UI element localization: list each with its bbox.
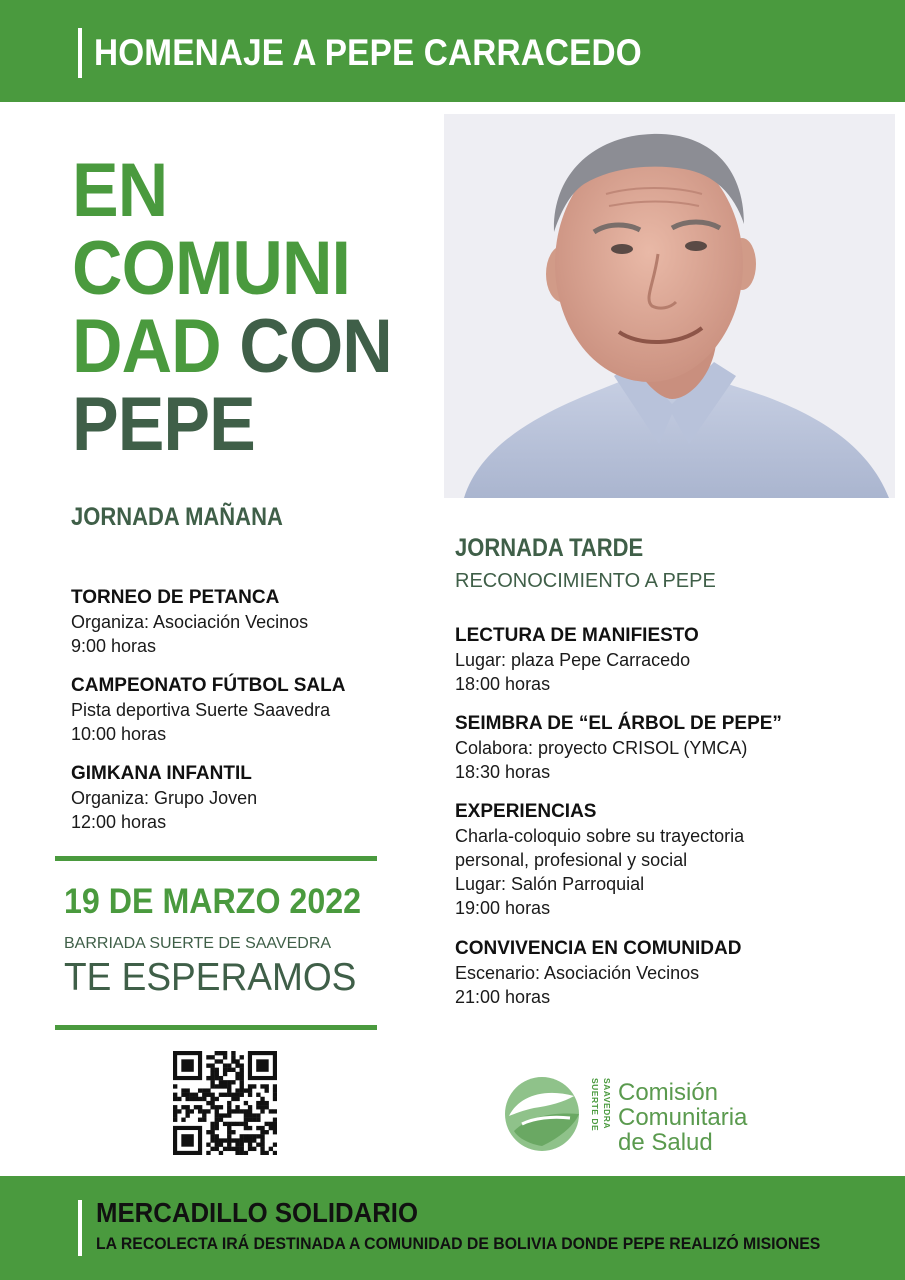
event-title: GIMKANA INFANTIL	[71, 763, 252, 784]
logo-line-3: de Salud	[618, 1129, 713, 1156]
afternoon-event-1	[455, 624, 699, 696]
event-tagline: TE ESPERAMOS	[64, 956, 357, 999]
event-title: CAMPEONATO FÚTBOL SALA	[71, 675, 346, 696]
qr-code-graphic	[173, 1051, 277, 1155]
headline-line-2: COMUNI	[72, 226, 351, 311]
footer-title: MERCADILLO SOLIDARIO	[96, 1197, 418, 1228]
event-time: 12:00 horas	[71, 812, 167, 832]
logo-line-1: Comisión	[618, 1079, 719, 1106]
event-title: EXPERIENCIAS	[455, 801, 597, 822]
organization-logo	[504, 1070, 804, 1160]
afternoon-event-2	[455, 712, 782, 784]
event-detail: personal, profesional y social	[455, 850, 688, 870]
event-title: SEIMBRA DE “EL ÁRBOL DE PEPE”	[455, 713, 782, 734]
headline-line-4: PEPE	[72, 382, 255, 467]
divider-top	[55, 856, 377, 861]
morning-event-3	[71, 762, 257, 834]
footer-divider	[78, 1200, 82, 1256]
header-divider	[78, 28, 82, 78]
event-time: 21:00 horas	[455, 987, 551, 1007]
event-detail: Lugar: plaza Pepe Carracedo	[455, 650, 691, 670]
event-detail: Charla-coloquio sobre su trayectoria	[455, 826, 745, 846]
afternoon-event-3	[455, 800, 744, 920]
logo-name	[618, 1080, 747, 1155]
logo-line-2: Comunitaria	[618, 1104, 748, 1131]
portrait-photo	[444, 114, 895, 498]
portrait-illustration	[444, 114, 895, 498]
headline-word-dad: DAD	[72, 304, 221, 389]
event-title: CONVIVENCIA EN COMUNIDAD	[455, 938, 742, 959]
morning-event-2	[71, 674, 345, 746]
event-detail: Escenario: Asociación Vecinos	[455, 963, 700, 983]
qr-code-icon[interactable]	[173, 1051, 277, 1155]
morning-section-title: JORNADA MAÑANA	[71, 503, 283, 531]
event-place: BARRIADA SUERTE DE SAAVEDRA	[64, 935, 332, 952]
event-detail: Colabora: proyecto CRISOL (YMCA)	[455, 738, 748, 758]
event-time: 9:00 horas	[71, 636, 157, 656]
page-title: HOMENAJE A PEPE CARRACEDO	[94, 32, 642, 73]
event-time: 19:00 horas	[455, 898, 551, 918]
footer-subtitle: LA RECOLECTA IRÁ DESTINADA A COMUNIDAD DE BOLIVIA DONDE PEPE REALIZÓ MISIONES	[96, 1234, 821, 1253]
headline-line-3	[72, 304, 403, 389]
divider-bottom	[55, 1025, 377, 1030]
afternoon-section-subtitle: RECONOCIMIENTO A PEPE	[455, 570, 716, 592]
event-date: 19 DE MARZO 2022	[64, 882, 362, 921]
event-time: 18:30 horas	[455, 762, 551, 782]
event-detail: Organiza: Grupo Joven	[71, 788, 258, 808]
event-title: LECTURA DE MANIFIESTO	[455, 625, 699, 646]
headline	[72, 148, 432, 467]
footer-banner	[0, 1176, 905, 1280]
event-detail: Pista deportiva Suerte Saavedra	[71, 700, 331, 720]
headline-word-con: CON	[239, 304, 392, 389]
event-time: 18:00 horas	[455, 674, 551, 694]
event-detail: Lugar: Salón Parroquial	[455, 874, 645, 894]
logo-vertical-text-1: SUERTE DE	[590, 1078, 600, 1132]
hands-circle-icon	[504, 1076, 584, 1156]
event-time: 10:00 horas	[71, 724, 167, 744]
morning-event-1	[71, 586, 308, 658]
header-banner	[0, 0, 905, 102]
logo-vertical-text-2: SAAVEDRA	[602, 1078, 612, 1130]
afternoon-section-title: JORNADA TARDE	[455, 534, 644, 562]
headline-line-1: EN	[72, 148, 168, 233]
event-detail: Organiza: Asociación Vecinos	[71, 612, 309, 632]
afternoon-event-4	[455, 937, 741, 1009]
event-title: TORNEO DE PETANCA	[71, 587, 280, 608]
